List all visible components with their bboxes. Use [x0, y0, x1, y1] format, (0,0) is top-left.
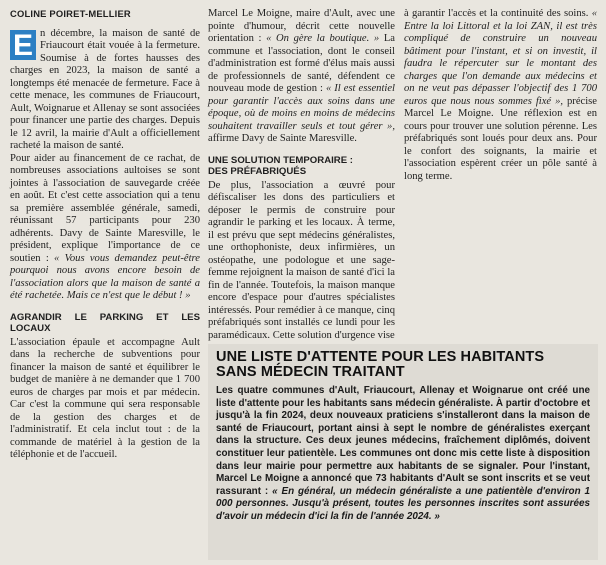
- box-title-line2: SANS MÉDECIN TRAITANT: [216, 364, 405, 380]
- column-3: [404, 8, 597, 183]
- paragraph-prefab: De plus, l'association a œuvré pour défiscaliser les dons des particuliers et déposer le permis de construire pour agrandir le parking et les locaux. À terme, il est prévu que sept médecins généralistes, une orthophoniste, deux infirmières, un ostéopathe, une podologue et une sage-femme rejoignent la maison de santé d'ici la fin de l'année. Toutefois, la maison manque encore d'espace pour d'autres spécialistes intéressés. Pour remédier à ce manque, cinq préfabriqués sont installés ce lundi pour les paramédicaux. Cette solution d'urgence vise: [208, 179, 395, 341]
- association-text: Pour aider au financement de ce rachat, de nombreuses associations aultoises se sont jointes à l'association de sauvegarde créée en août. Et c'est cette association qui a tenu sa première assemblée générale, samedi, réunissant 57 participants pour 230 adhérents. Davy de Sainte Maresville, le président, explique l'importance de ce soutien :: [10, 152, 200, 264]
- mayor-quote: « On gère la boutique. »: [266, 33, 380, 44]
- paragraph-zan: à garantir l'accès et la continuité des soins. « Entre la loi Littoral et la loi ZAN, il est très compliqué de construire un nouveau bâtiment pour l'instant, et si on investit, il faudra le répercuter sur le montant des charges que l'on demande aux médecins et on ne veut pas dépasser l'objectif des 1 700 euros que nous nous sommes fixé », précise Marcel Le Moigne. Une réflexion est en cours pour trouver une solution pérenne. Les préfabriqués sont loués pour deux ans. Pour le confort des soignants, la mairie et l'association espèrent créer un pôle santé à long terme.: [404, 8, 597, 182]
- paragraph-intro: [10, 28, 200, 153]
- column-2: [208, 8, 395, 342]
- president-quote: « Vous vous demandez peut-être pourquoi nous avons encore besoin de l'association alors que la maison de santé a été rachetée. Mais ce n'est que le début ! »: [10, 252, 200, 301]
- mayor-text: Marcel Le Moigne, maire d'Ault, avec une pointe d'humour, décrit cette nouvelle orientation :: [208, 8, 395, 44]
- subhead-prefab-line1: UNE SOLUTION TEMPORAIRE :: [208, 154, 353, 166]
- box-text: [216, 385, 590, 524]
- drop-cap: E: [10, 30, 36, 60]
- paragraph-budget: L'association épaule et accompagne Ault dans la recherche de subventions pour financer la maison de santé et équilibrer le budget de manière à ne demander que 1 700 euros de charges par mois et par médecin. Car c'est la commune qui sera responsable de la gestion des charges et de l'administratif. Et cela inclut tout : de la commande de matériel à la gestion de la téléphonie et de l'accueil.: [10, 336, 200, 460]
- zan-quote: « Entre la loi Littoral et la loi ZAN, il est très compliqué de construire un nouveau bâtiment pour l'instant, et si on investit, il faudra le répercuter sur le montant des charges que l'on demande aux médecins et on ne veut pas dépasser l'objectif des 1 700 euros que nous nous sommes fixé »,: [404, 8, 597, 107]
- box-title: [216, 350, 590, 380]
- subhead-prefab-line2: DES PRÉFABRIQUÉS: [208, 165, 307, 177]
- box-body: Les quatre communes d'Ault, Friaucourt, Allenay et Woignarue ont créé une liste d'attente pour les habitants sans médecin généraliste. À partir d'octobre et jusqu'à la fin 2024, deux nouveaux praticiens s'installeront dans la maison de santé de Friaucourt, portant ainsi à sept le nombre de généralistes exerçant dans la structure. Ces deux jeunes médecins, fraîchement diplômés, doivent constituer leur patientèle. Les communes ont donc mis cette liste à disposition dans leur mairie pour permettre aux habitants de se signaler. Pour l'instant, Marcel Le Moigne a annoncé que 73 habitants d'Ault se sont inscrits et se veut rassurant :: [216, 385, 590, 497]
- subhead-prefab: [208, 155, 395, 177]
- management-quote: « Il est essentiel pour garantir l'accès aux soins dans une époque, où de moins en moins de médecins souhaitent travailler seuls et tout gérer »,: [208, 83, 395, 132]
- waiting-list-box: [208, 344, 598, 560]
- paragraph-association: [10, 153, 200, 303]
- byline: COLINE POIRET-MELLIER: [10, 8, 131, 19]
- box-quote: « En général, un médecin généraliste a une patientèle d'environ 1 000 personnes. Jusqu'à présent, toutes les personnes inscrites sont assurées d'avoir un médecin d'ici la fin de l'année 2024. »: [216, 485, 591, 522]
- subhead-parking: AGRANDIR LE PARKING ET LES LOCAUX: [10, 311, 200, 334]
- box-title-line1: UNE LISTE D'ATTENTE POUR LES HABITANTS: [216, 349, 545, 365]
- closing-text: précise Marcel Le Moigne. Une réflexion est en cours pour trouver une solution pérenne. Les préfabriqués sont loués pour deux ans. Pour le confort des soignants, la mairie et l'association espèrent créer un pôle santé à long terme.: [404, 95, 597, 182]
- management-text: La commune et l'association, dont le conseil d'administration est formé d'élus mais aussi de professionnels de santé, défendent ce nouveau mode de gestion :: [208, 33, 396, 94]
- intro-text: n décembre, la maison de santé de Friaucourt était vouée à la fermeture. Soumise à de fortes hausses des charges en 2023, la maison de santé a longtemps été menacée de fermeture. Face à cette menace, les communes de Friaucourt, Ault, Woignarue et Allenay se sont associées pour financer une partie des charges. Depuis le 12 avril, la mairie d'Ault a officiellement racheté la maison de santé.: [10, 27, 200, 151]
- column-1: [10, 8, 200, 462]
- quote-attribution: affirme Davy de Sainte Maresville.: [208, 133, 357, 144]
- paragraph-mayor: [208, 8, 395, 146]
